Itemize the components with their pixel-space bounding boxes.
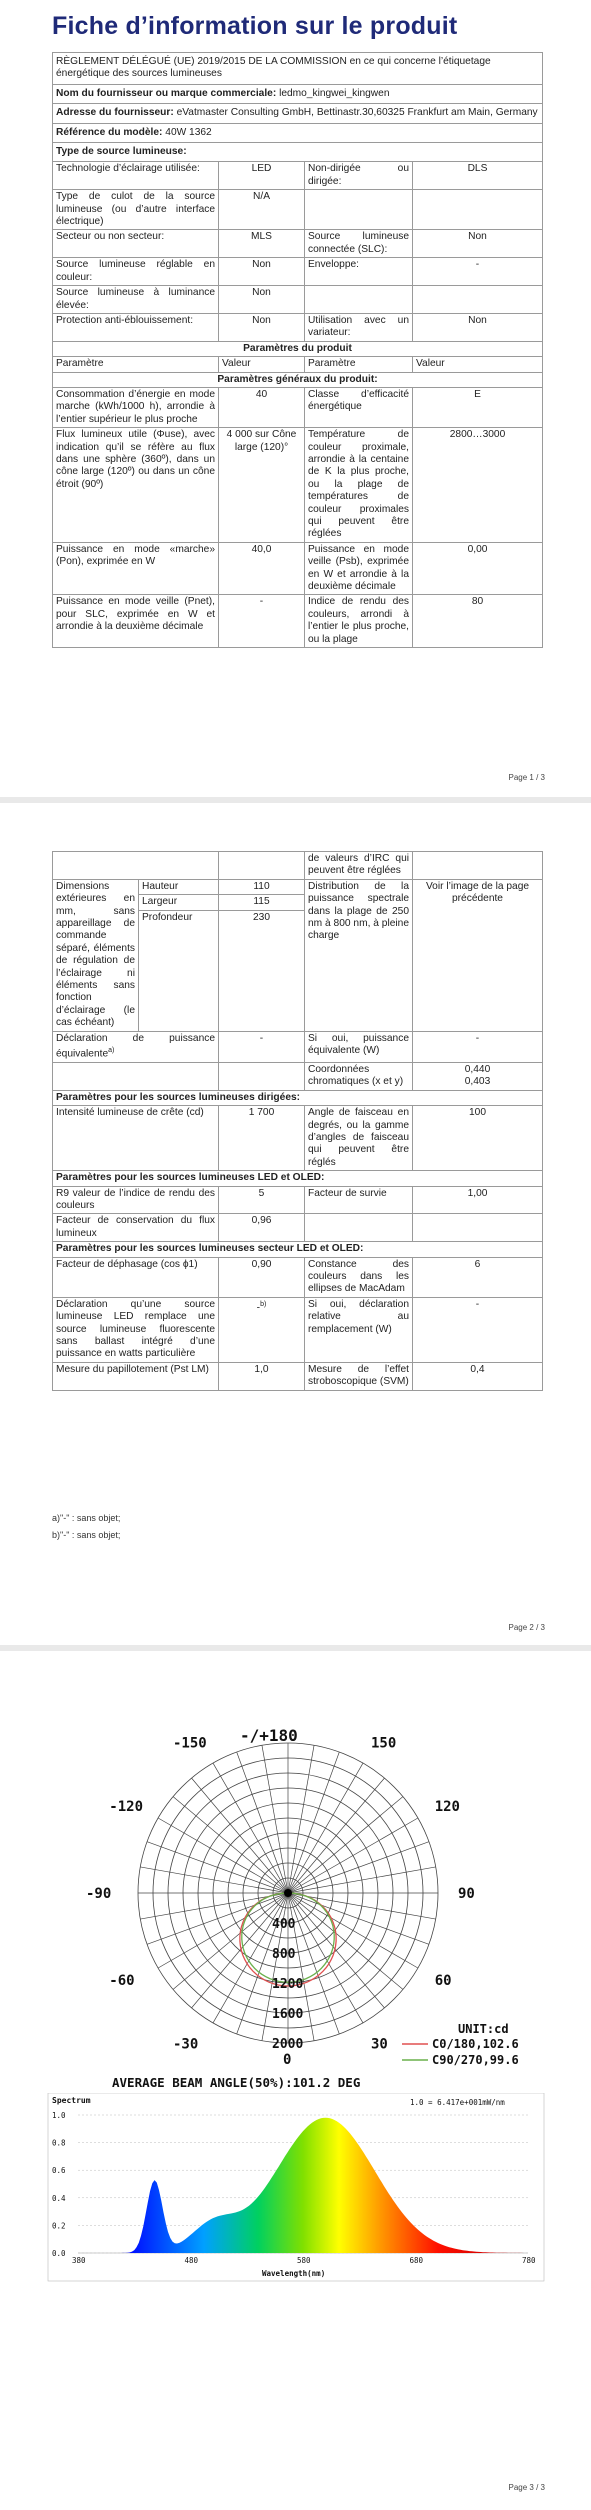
column-header: Paramètre <box>53 357 219 372</box>
dimensions-row <box>53 879 543 1031</box>
angle-label: 150 <box>371 1735 397 1752</box>
param-label: Source lumineuse réglable en couleur: <box>53 258 219 286</box>
svm-label: Mesure de l’effet stroboscopique (SVM) <box>305 1362 413 1390</box>
pst-label: Mesure du papillotement (Pst LM) <box>53 1362 219 1390</box>
product-info-table-cont <box>52 851 543 1391</box>
angle-label: -90 <box>86 1886 112 1902</box>
param-label: Température de couleur proximale, arrondie à la centaine de K la plus proche, ou la plage de températures de couleur proximales qui peuvent être réglées <box>305 428 413 543</box>
param-value: 40 <box>219 387 305 427</box>
y-tick-label: 0.2 <box>52 2221 66 2231</box>
general-row <box>53 542 543 595</box>
cos-label: Facteur de déphasage (cos ϕ1) <box>53 1257 219 1297</box>
replace-w-value: - <box>413 1297 543 1362</box>
angle-label: 90 <box>458 1886 475 1902</box>
led-header: Paramètres pour les sources lumineuses LED et OLED: <box>53 1171 543 1186</box>
polar-top-label: -/+180 <box>240 1726 298 1745</box>
product-info-table <box>52 52 543 648</box>
param-label: Protection anti-éblouissement: <box>53 313 219 341</box>
dimension-values <box>219 879 305 1031</box>
source-type-header: Type de source lumineuse: <box>53 143 543 162</box>
general-header: Paramètres généraux du produit: <box>53 372 543 387</box>
param-label: Classe d’efficacité énergétique <box>305 387 413 427</box>
param-label: Puissance en mode «marche» (Pon), exprimée en W <box>53 542 219 595</box>
chroma-x: 0,440 <box>464 1063 491 1075</box>
spectrum-chart <box>0 2093 591 2283</box>
param-value: 2800…3000 <box>413 428 543 543</box>
param-label: Puissance en mode veille (Pnet), pour SLC, exprimée en W et arrondie à la deuxième décimale <box>53 595 219 648</box>
beam-label: Angle de faisceau en degrés, ou la gamme d’angles de faisceau qui peuvent être réglés <box>305 1106 413 1171</box>
y-tick-label: 1.0 <box>52 2111 66 2120</box>
survival-value: 1,00 <box>413 1186 543 1214</box>
r9-label: R9 valeur de l’indice de rendu des couleurs <box>53 1186 219 1214</box>
page-2 <box>0 803 591 1645</box>
param-value: LED <box>219 162 305 190</box>
dim-depth-label: Profondeur <box>142 911 193 923</box>
angle-label: -150 <box>173 1735 207 1752</box>
column-header: Valeur <box>219 357 305 372</box>
param-value <box>413 286 543 314</box>
page-number: Page 1 / 3 <box>508 773 545 782</box>
dim-width-value: 115 <box>219 895 304 910</box>
param-value: Non <box>219 286 305 314</box>
regulation-text: RÈGLEMENT DÉLÉGUÉ (UE) 2019/2015 DE LA COMMISSION en ce qui concerne l’étiquetage énergétique des sources lumineuses <box>53 53 543 85</box>
equiv-label <box>53 1031 219 1062</box>
dim-height-value: 110 <box>219 880 304 895</box>
y-tick-label: 0.4 <box>52 2193 66 2203</box>
param-label: Flux lumineux utile (Φuse), avec indication qu’il se réfère au flux dans une sphère (360º), dans un cône large (120º) ou dans un cône étroit (90º) <box>53 428 219 543</box>
param-label <box>305 286 413 314</box>
param-value: Non <box>413 230 543 258</box>
peak-value: 1 700 <box>219 1106 305 1171</box>
param-value: - <box>413 258 543 286</box>
dim-width-label: Largeur <box>139 895 218 910</box>
spectrum-ylabel: Spectrum <box>52 2096 91 2105</box>
r9-row <box>53 1186 543 1214</box>
dimensions-label: Dimensions extérieures en mm, sans appareillage de commande séparé, éléments de régulation de l’éclairage ni éléments sans fonction d’éclairage (le cas échéant) <box>53 879 139 1031</box>
radial-label: 1200 <box>272 1977 304 1992</box>
x-tick-label: 480 <box>184 2256 199 2265</box>
param-label: Non-dirigée ou dirigée: <box>305 162 413 190</box>
peak-label: Intensité lumineuse de crête (cd) <box>53 1106 219 1171</box>
dimension-names <box>139 879 219 1031</box>
chroma-row <box>53 1062 543 1090</box>
directed-header: Paramètres pour les sources lumineuses dirigées: <box>53 1090 543 1105</box>
column-headers <box>53 357 543 372</box>
x-tick-label: 680 <box>409 2256 424 2265</box>
param-label: Source lumineuse connectée (SLC): <box>305 230 413 258</box>
footnote-ref: b) <box>260 1300 267 1308</box>
radial-label: 800 <box>272 1947 296 1962</box>
replace-label: Déclaration qu’une source lumineuse LED remplace une source lumineuse fluorescente sans ballast intégré d’une puissance en watts particulière <box>53 1297 219 1362</box>
angle-label: 120 <box>434 1799 460 1815</box>
macadam-label: Constance des couleurs dans les ellipses de MacAdam <box>305 1257 413 1297</box>
page-number: Page 3 / 3 <box>508 2483 545 2492</box>
page-title: Fiche d’information sur le produit <box>52 12 458 40</box>
x-tick-label: 380 <box>72 2256 86 2265</box>
angle-label: -60 <box>109 1973 135 1989</box>
param-value: - <box>219 595 305 648</box>
beam-angle-text: AVERAGE BEAM ANGLE(50%):101.2 DEG <box>112 2075 361 2090</box>
supplier-value: ledmo_kingwei_kingwen <box>279 87 390 99</box>
param-label: Type de culot de la source lumineuse (ou d’autre interface électrique) <box>53 190 219 230</box>
param-label: Secteur ou non secteur: <box>53 230 219 258</box>
polar-center <box>284 1889 292 1897</box>
cri-continued: de valeurs d’IRC qui peuvent être réglées <box>305 852 413 880</box>
type-row <box>53 162 543 190</box>
legend-c90: C90/270,99.6 <box>432 2053 519 2067</box>
param-label: Indice de rendu des couleurs, arrondi à l’entier le plus proche, ou la plage <box>305 595 413 648</box>
param-value: DLS <box>413 162 543 190</box>
macadam-value: 6 <box>413 1257 543 1297</box>
beam-value: 100 <box>413 1106 543 1171</box>
chroma-label: Coordonnées chromatiques (x et y) <box>305 1062 413 1090</box>
flicker-row <box>53 1362 543 1390</box>
angle-label: 30 <box>371 2036 388 2053</box>
radial-label: 2000 <box>272 2037 304 2052</box>
replace-w-label: Si oui, déclaration relative au remplacement (W) <box>305 1297 413 1362</box>
y-tick-label: 0.0 <box>52 2249 66 2258</box>
spectral-value: Voir l’image de la page précédente <box>413 879 543 1031</box>
y-tick-label: 0.8 <box>52 2138 66 2148</box>
param-value: Non <box>413 313 543 341</box>
replace-row <box>53 1297 543 1362</box>
page-number: Page 2 / 3 <box>508 1623 545 1632</box>
address-value: eVatmaster Consulting GmbH, Bettinastr.30,60325 Frankfurt am Main, Germany <box>176 107 538 119</box>
maint-label: Facteur de conservation du flux lumineux <box>53 1214 219 1242</box>
survival-label: Facteur de survie <box>305 1186 413 1214</box>
param-value: 40,0 <box>219 542 305 595</box>
angle-label: -120 <box>109 1799 144 1815</box>
x-tick-label: 780 <box>522 2256 536 2265</box>
maintenance-row <box>53 1214 543 1242</box>
pst-value: 1,0 <box>219 1362 305 1390</box>
param-value: MLS <box>219 230 305 258</box>
param-label: Technologie d’éclairage utilisée: <box>53 162 219 190</box>
equiv-label-text: Déclaration de puissance équivalente <box>56 1032 215 1060</box>
footnote-b: b)"-" : sans objet; <box>52 1530 121 1540</box>
param-label: Utilisation avec un variateur: <box>305 313 413 341</box>
dim-height-label: Hauteur <box>139 880 218 895</box>
replace-value-text: - <box>256 1302 261 1314</box>
supplier-row <box>53 84 543 103</box>
supplier-label: Nom du fournisseur ou marque commerciale: <box>56 87 277 99</box>
chroma-value <box>413 1062 543 1090</box>
equiv-value: - <box>219 1031 305 1062</box>
param-value: 80 <box>413 595 543 648</box>
param-label: Consommation d’énergie en mode marche (kWh/1000 h), arrondie à l’entier supérieur le plus proche <box>53 387 219 427</box>
chroma-y: 0,403 <box>464 1076 491 1088</box>
address-label: Adresse du fournisseur: <box>56 107 174 119</box>
footnote-ref: a) <box>108 1047 115 1055</box>
angle-label: 0 <box>283 2052 292 2068</box>
type-row <box>53 230 543 258</box>
param-value: E <box>413 387 543 427</box>
svm-value: 0,4 <box>413 1362 543 1390</box>
spectrum-xlabel: Wavelength(nm) <box>262 2269 326 2278</box>
y-tick-label: 0.6 <box>52 2166 66 2176</box>
cos-row <box>53 1257 543 1297</box>
param-value: N/A <box>219 190 305 230</box>
type-row <box>53 313 543 341</box>
type-row <box>53 258 543 286</box>
x-tick-label: 580 <box>297 2256 311 2265</box>
param-label: Puissance en mode veille (Psb), exprimée en W et arrondie à la deuxième décimale <box>305 542 413 595</box>
type-row <box>53 286 543 314</box>
param-value: 0,00 <box>413 542 543 595</box>
legend-c0: C0/180,102.6 <box>432 2037 519 2051</box>
model-label: Référence du modèle: <box>56 126 163 138</box>
page-1 <box>0 0 591 797</box>
replace-value <box>219 1297 305 1362</box>
column-header: Paramètre <box>305 357 413 372</box>
type-row <box>53 190 543 230</box>
param-value: Non <box>219 258 305 286</box>
radial-label: 400 <box>272 1917 296 1932</box>
param-label: Enveloppe: <box>305 258 413 286</box>
dim-depth-value: 230 <box>253 911 270 923</box>
spectral-label: Distribution de la puissance spectrale dans la plage de 250 nm à 800 nm, à pleine charge <box>305 879 413 1031</box>
general-row <box>53 387 543 427</box>
equivalent-row <box>53 1031 543 1062</box>
unit-label: UNIT:cd <box>458 2022 509 2036</box>
mains-header: Paramètres pour les sources lumineuses secteur LED et OLED: <box>53 1242 543 1257</box>
polar-diagram <box>0 1721 591 2091</box>
param-value: 4 000 sur Cône large (120)° <box>219 428 305 543</box>
cos-value: 0,90 <box>219 1257 305 1297</box>
equiv-w-value: - <box>413 1031 543 1062</box>
column-header: Valeur <box>413 357 543 372</box>
peak-row <box>53 1106 543 1171</box>
r9-value: 5 <box>219 1186 305 1214</box>
equiv-w-label: Si oui, puissance équivalente (W) <box>305 1031 413 1062</box>
angle-label: -30 <box>173 2036 199 2053</box>
model-row <box>53 123 543 142</box>
address-row <box>53 104 543 123</box>
params-header: Paramètres du produit <box>53 341 543 356</box>
footnote-a: a)"-" : sans objet; <box>52 1513 121 1523</box>
param-label: Source lumineuse à luminance élevée: <box>53 286 219 314</box>
param-label <box>305 190 413 230</box>
param-value: Non <box>219 313 305 341</box>
spectrum-scale-note: 1.0 = 6.417e+001mW/nm <box>410 2098 505 2107</box>
param-value <box>413 190 543 230</box>
radial-label: 1600 <box>272 2007 304 2022</box>
page-3 <box>0 1651 591 2510</box>
maint-value: 0,96 <box>219 1214 305 1242</box>
angle-label: 60 <box>434 1973 452 1989</box>
general-row <box>53 428 543 543</box>
general-row <box>53 595 543 648</box>
model-value: 40W 1362 <box>165 126 212 138</box>
